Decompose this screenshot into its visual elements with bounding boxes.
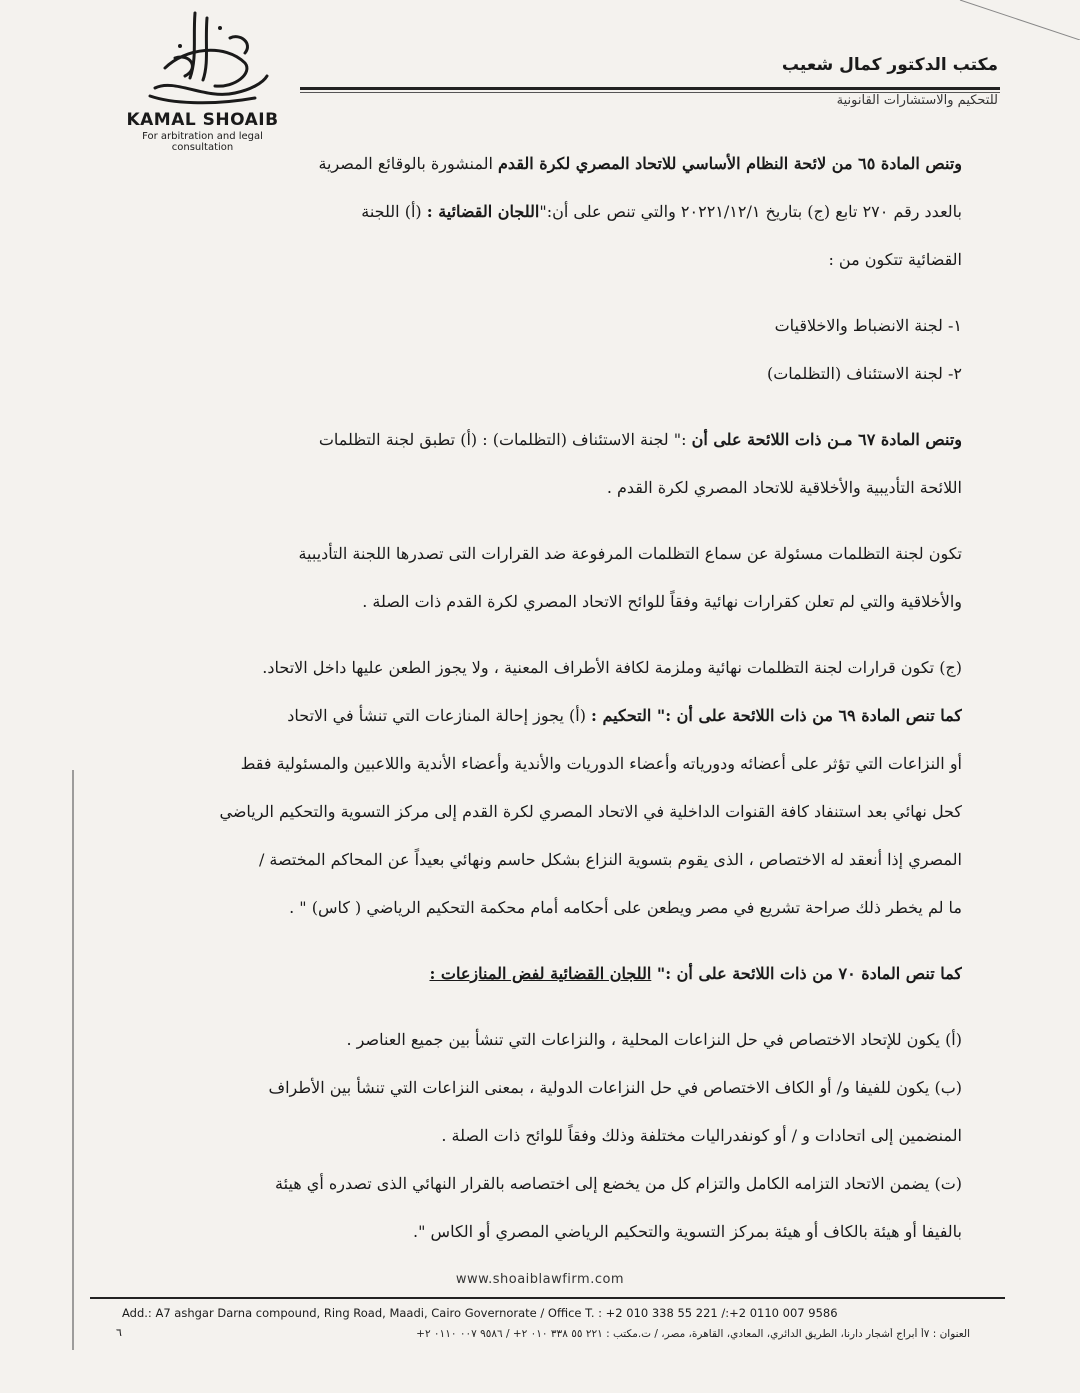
text-line	[150, 190, 962, 238]
article-67-heading: وتنص المادة ٦٧ مـن ذات اللائحة على أن	[691, 430, 962, 449]
calligraphy-logo-icon	[135, 8, 275, 108]
text-line: (ب) يكون للفيفا و/ أو الكاف الاختصاص في حل النزاعات الدولية ، بمعنى النزاعات التي تنشأ بين الأطراف	[268, 1078, 962, 1097]
text-line	[150, 418, 962, 466]
office-description: للتحكيم والاستشارات القانونية	[836, 93, 998, 108]
text-line: (ت) يضمن الاتحاد التزامه الكامل والتزام كل من يخضع إلى اختصاصه بالقرار النهائي الذى تصدره أي هيئة	[275, 1174, 962, 1193]
header-rule-thin	[300, 92, 1000, 93]
logo	[115, 8, 295, 153]
address-arabic: العنوان : ٧أ أبراج أشجار دارنا، الطريق الدائري، المعادي، القاهرة، مصر، / ت.مكتب : ٢٢١ ٥٥ ٣٣٨ ٠١٠ ٢+ / ٩٥٨٦ ٠٠٧ ٠١١٠ ٢+	[416, 1328, 970, 1340]
document-body	[150, 142, 962, 1258]
spacer	[150, 514, 962, 532]
header-rule	[300, 87, 1000, 90]
text-line: القضائية تتكون من :	[828, 250, 962, 269]
text-line: المصري إذا أنعقد له الاختصاص ، الذى يقوم بتسوية النزاع بشكل حاسم ونهائي بعيداً عن المحاكم المختصة /	[258, 850, 962, 869]
logo-name: KAMAL SHOAIB	[126, 110, 279, 130]
text-span: المنشورة بالوقائع المصرية	[318, 154, 499, 173]
website-link[interactable]: www.shoaiblawfirm.com	[455, 1272, 625, 1287]
spacer	[150, 628, 962, 646]
text-line: والأخلاقية والتي لم تعلن كقرارات نهائية وفقاً للوائح الاتحاد المصري لكرة القدم ذات الصلة .	[362, 592, 962, 611]
spacer	[150, 934, 962, 952]
text-line: (ج) تكون قرارات لجنة التظلمات نهائية وملزمة لكافة الأطراف المعنية ، ولا يجوز الطعن عليها داخل الاتحاد.	[262, 658, 962, 677]
text-line	[150, 142, 962, 190]
margin-line	[72, 770, 74, 1350]
text-line: بالفيفا أو هيئة بالكاف أو هيئة بمركز التسوية والتحكيم الرياضي المصري أو الكاس ".	[413, 1222, 962, 1241]
text-line: اللائحة التأديبية والأخلاقية للاتحاد المصري لكرة القدم .	[606, 478, 962, 497]
text-span: (أ) يجوز إحالة المنازعات التي تنشأ في الاتحاد	[287, 706, 592, 725]
article-70-heading: كما تنص المادة ٧٠ من ذات اللائحة على أن :"	[651, 964, 962, 983]
page-fold-corner	[940, 0, 1080, 40]
text-line: تكون لجنة التظلمات مسئولة عن سماع التظلمات المرفوعة ضد القرارات التى تصدرها اللجنة التأديبية	[298, 544, 962, 563]
list-item: ٢- لجنة الاستئناف (التظلمات)	[766, 364, 962, 383]
judicial-committees-term: اللجان القضائية :	[426, 202, 540, 221]
text-span: :" لجنة الاستئناف (التظلمات) : (أ) تطبق لجنة التظلمات	[318, 430, 692, 449]
text-line	[150, 694, 962, 742]
spacer	[150, 286, 962, 304]
page-number: ٦	[116, 1326, 122, 1339]
article-69-heading: كما تنص المادة ٦٩ من ذات اللائحة على أن :" التحكيم :	[591, 706, 962, 725]
spacer	[150, 400, 962, 418]
text-line: ما لم يخطر ذلك صراحة تشريع في مصر ويطعن على أحكامه أمام محكمة التحكيم الرياضي ( كاس) " .	[289, 898, 962, 917]
article-65-heading: وتنص المادة ٦٥ من لائحة النظام الأساسي للاتحاد المصري لكرة القدم	[498, 154, 962, 173]
text-line: كحل نهائي بعد استنفاد كافة القنوات الداخلية في الاتحاد المصري لكرة القدم إلى مركز التسوية والتحكيم الرياضي	[219, 802, 962, 821]
text-span: بالعدد رقم ٢٧٠ تابع (ج) بتاريخ ٢٠٢٢١/١٢/١ والتي تنص على أن:"	[539, 202, 962, 221]
office-heading	[698, 55, 998, 108]
footer-rule	[90, 1297, 1005, 1299]
list-item: ١- لجنة الانضباط والاخلاقيات	[774, 316, 962, 335]
office-name: مكتب الدكتور كمال شعيب	[781, 55, 998, 75]
text-line: (أ) يكون للإتحاد الاختصاص في حل النزاعات المحلية ، والنزاعات التي تنشأ بين جميع العناصر .	[346, 1030, 962, 1049]
dispute-committees-term: اللجان القضائية لفض المنازعات :	[429, 964, 652, 983]
text-line: المنضمين إلى اتحادات و / أو كونفدراليات مختلفة وذلك وفقاً للوائح ذات الصلة .	[441, 1126, 962, 1145]
logo-subtitle: For arbitration and legal consultation	[142, 131, 263, 153]
text-line	[150, 952, 962, 1000]
spacer	[150, 1000, 962, 1018]
address-english: Add.: A7 ashgar Darna compound, Ring Road, Maadi, Cairo Governorate / Office T. : +2 010 338 55 221 /:+2 0110 007 9586	[122, 1306, 838, 1320]
text-line: أو النزاعات التي تؤثر على أعضائه ودورياته وأعضاء الدوريات والأندية وأعضاء الأندية واللاعبين والمسئولية فقط	[240, 754, 962, 773]
text-span: (أ) اللجنة	[361, 202, 427, 221]
